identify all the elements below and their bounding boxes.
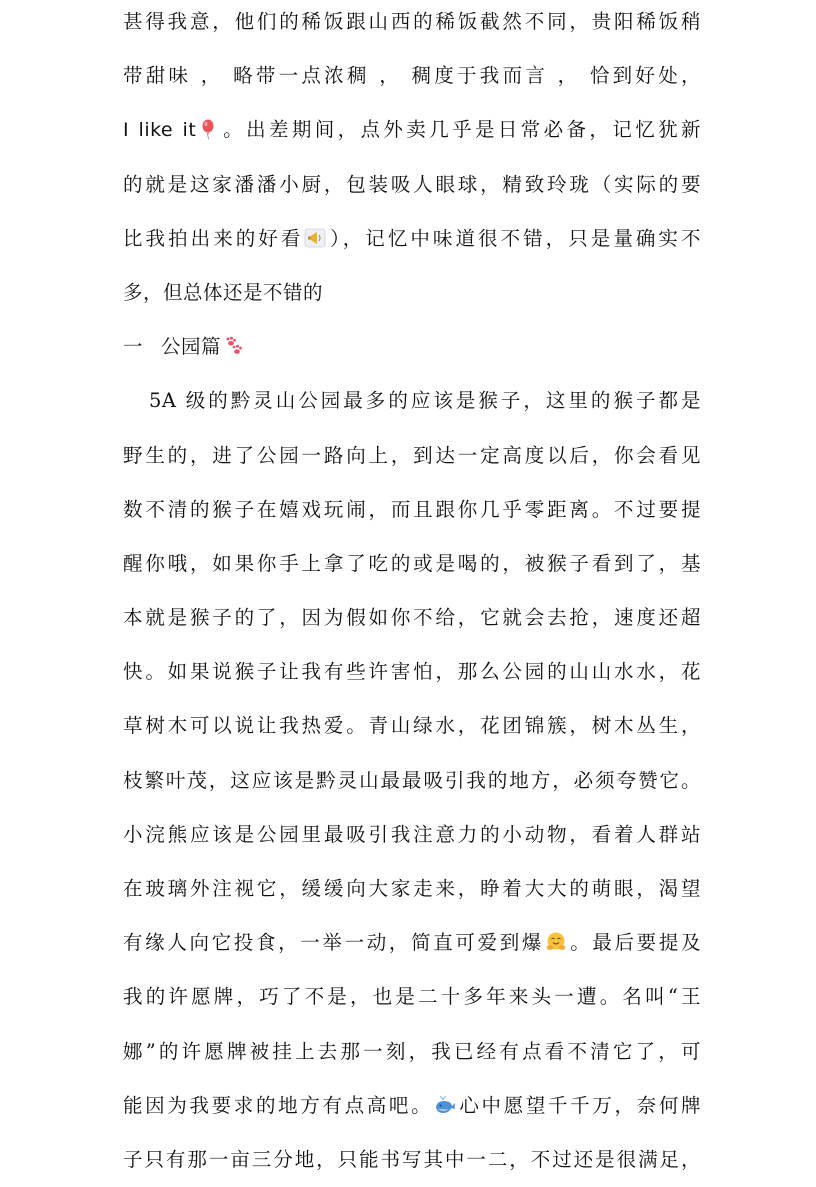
inline-english: I like it xyxy=(123,119,197,142)
paw-prints-icon xyxy=(222,335,244,357)
text-line xyxy=(123,212,701,266)
text-line: 小浣熊应该是公园里最吸引我注意力的小动物，看着人群站 xyxy=(123,822,701,846)
megaphone-icon xyxy=(304,227,326,249)
text-line: 带甜味 ， 略带一点浓稠 ， 稠度于我而言 ， 恰到好处， xyxy=(123,64,701,88)
balloon-icon xyxy=(197,118,219,140)
text-line xyxy=(123,103,701,157)
text-line: 甚得我意，他们的稀饭跟山西的稀饭截然不同，贵阳稀饭稍 xyxy=(123,10,701,33)
heading-title: 公园篇 xyxy=(161,335,222,359)
text-line: 在玻璃外注视它，缓缓向大家走来，睁着大大的萌眼，渴望 xyxy=(123,877,701,900)
section-heading xyxy=(123,320,701,374)
text-segment: 能因为我要求的地方有点高吧。 xyxy=(123,1093,434,1117)
whale-icon xyxy=(434,1094,456,1116)
text-line xyxy=(123,916,701,970)
document-body xyxy=(123,0,701,1187)
text-line: 野生的，进了公园一路向上，到达一定高度以后，你会看见 xyxy=(123,443,701,467)
text-line: 数不清的猴子在嬉戏玩闹，而且跟你几乎零距离。不过要提 xyxy=(123,497,701,521)
text-line: 本就是猴子的了，因为假如你不给，它就会去抢，速度还超 xyxy=(123,606,701,630)
text-segment: 心中愿望千千万，奈何牌 xyxy=(457,1093,701,1117)
text-segment: ），记忆中味道很不错，只是量确实不 xyxy=(327,226,701,250)
text-line xyxy=(123,1079,701,1133)
text-segment: 。最后要提及 xyxy=(568,931,701,955)
text-line: 醒你哦，如果你手上拿了吃的或是喝的，被猴子看到了，基 xyxy=(123,551,701,575)
text-segment: 比我拍出来的好看 xyxy=(123,226,304,250)
text-segment: 。出差期间，点外卖几乎是日常必备，记忆犹新 xyxy=(220,118,701,142)
text-line: 我的许愿牌，巧了不是，也是二十多年来头一遭。名叫“王 xyxy=(123,985,701,1009)
text-line: 枝繁叶茂，这应该是黔灵山最最吸引我的地方，必须夸赞它。 xyxy=(123,768,701,792)
text-segment: 有缘人向它投食，一举一动，简直可爱到爆 xyxy=(123,931,545,955)
text-line: 的就是这家潘潘小厨，包装吸人眼球，精致玲珑（实际的要 xyxy=(123,172,701,196)
text-line: 5A 级的黔灵山公园最多的应该是猴子，这里的猴子都是 xyxy=(149,389,701,413)
text-line: 快。如果说猴子让我有些许害怕，那么公园的山山水水，花 xyxy=(123,660,701,684)
text-line: 多，但总体还是不错的 xyxy=(123,280,324,304)
heading-dash: 一 xyxy=(123,335,144,359)
text-line: 子只有那一亩三分地，只能书写其中一二，不过还是很满足， xyxy=(123,1147,701,1171)
text-line: 草树木可以说让我热爱。青山绿水，花团锦簇，树木丛生， xyxy=(123,714,701,738)
text-line: 娜”的许愿牌被挂上去那一刻，我已经有点看不清它了，可 xyxy=(123,1039,701,1063)
